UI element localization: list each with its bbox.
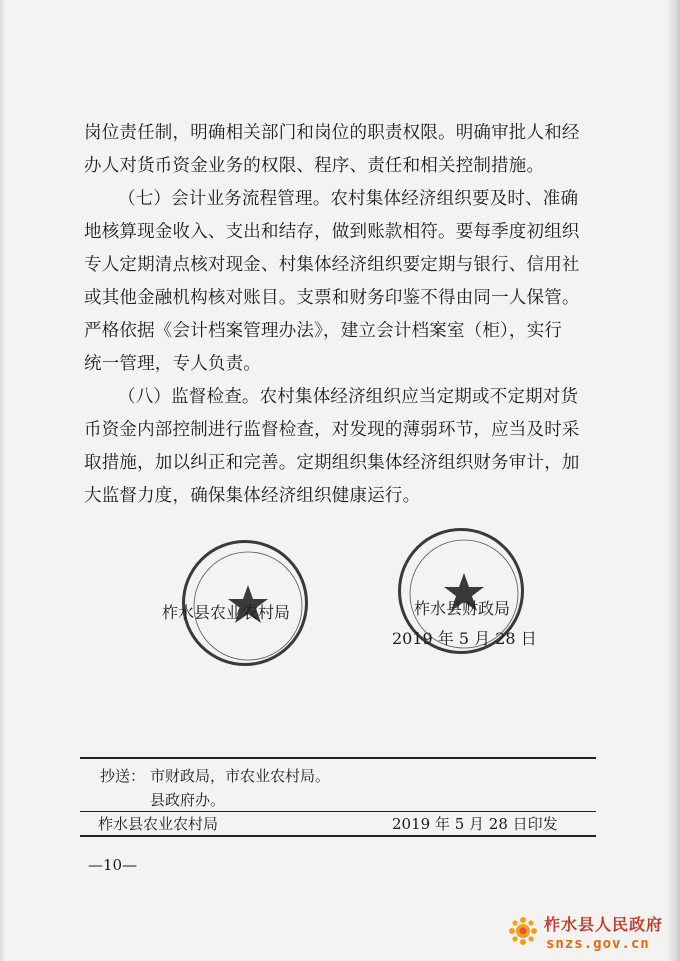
signature-org-right: 柞水县财政局 bbox=[414, 599, 511, 618]
footer-top-rule bbox=[80, 757, 596, 759]
body-line-6: 或其他金融机构核对账目。支票和财务印鉴不得由同一人保管。 bbox=[84, 288, 580, 308]
signature-org-left: 柞水县农业农村局 bbox=[162, 603, 291, 622]
page-number: —10— bbox=[88, 856, 138, 874]
body-line-7: 严格依据《会计档案管理办法》，建立会计档案室（柜），实行 bbox=[84, 321, 563, 341]
body-line-2: 办人对货币资金业务的权限、程序、责任和相关控制措施。 bbox=[84, 156, 545, 176]
footer-bottom-rule bbox=[80, 835, 596, 837]
site-watermark bbox=[508, 912, 668, 958]
page-edge-left bbox=[0, 0, 6, 961]
body-line-12: 大监督力度，确保集体经济组织健康运行。 bbox=[84, 486, 421, 506]
body-line-5: 专人定期清点核对现金、村集体经济组织要定期与银行、信用社 bbox=[84, 255, 580, 275]
watermark-url: snzs.gov.cn bbox=[546, 936, 650, 952]
watermark-title: 柞水县人民政府 bbox=[544, 915, 664, 934]
body-line-10: 币资金内部控制进行监督检查，对发现的薄弱环节，应当及时采 bbox=[84, 420, 580, 440]
issue-date: 2019 年 5 月 28 日印发 bbox=[392, 815, 558, 833]
cc-recipients-1: 市财政局，市农业农村局。 bbox=[150, 767, 331, 785]
sun-flower-logo-icon bbox=[508, 916, 538, 946]
cc-recipients-2: 县政府办。 bbox=[150, 791, 226, 809]
signature-date: 2019 年 5 月 28 日 bbox=[392, 629, 537, 648]
footer-mid-rule bbox=[80, 811, 596, 812]
body-line-11: 取措施，加以纠正和完善。定期组织集体经济组织财务审计，加 bbox=[84, 453, 580, 473]
cc-label: 抄送： bbox=[100, 767, 146, 785]
body-line-1: 岗位责任制，明确相关部门和岗位的职责权限。明确审批人和经 bbox=[84, 123, 580, 143]
page-edge-right bbox=[666, 0, 680, 961]
body-line-8: 统一管理，专人负责。 bbox=[84, 354, 261, 374]
body-line-3: （七）会计业务流程管理。农村集体经济组织要及时、准确 bbox=[118, 189, 579, 209]
body-line-4: 地核算现金收入、支出和结存，做到账款相符。要每季度初组织 bbox=[84, 222, 580, 242]
issuer-name: 柞水县农业农村局 bbox=[98, 815, 219, 833]
body-line-9: （八）监督检查。农村集体经济组织应当定期或不定期对货 bbox=[118, 387, 579, 407]
